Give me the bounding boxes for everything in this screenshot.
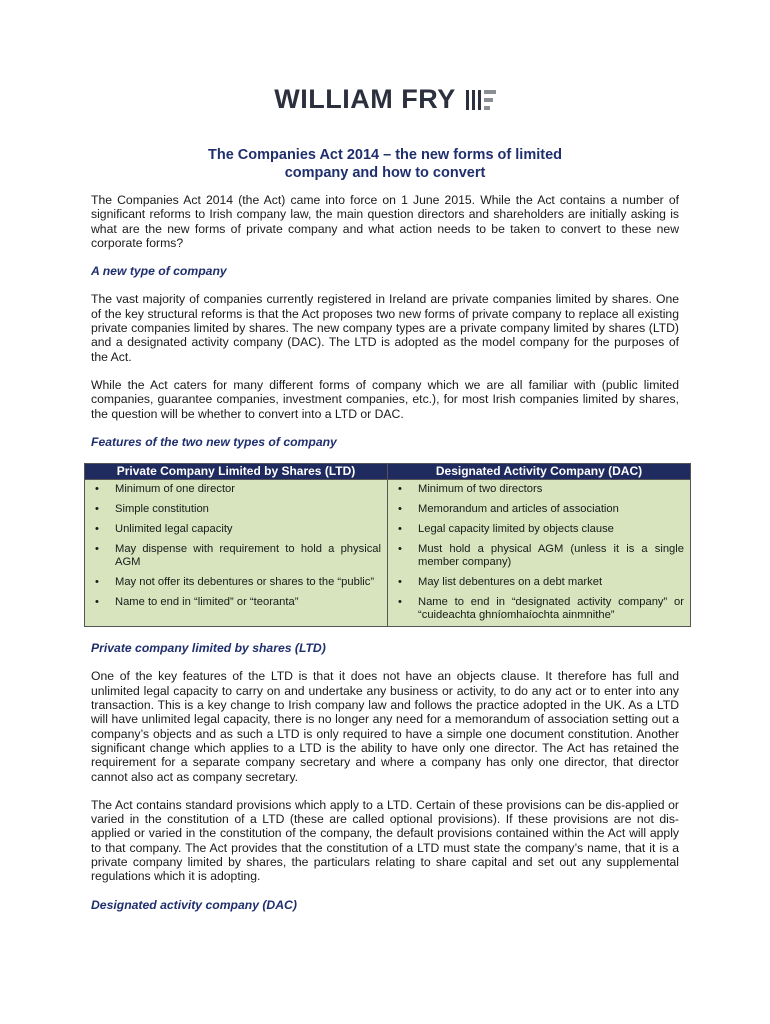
dac-feature-item: • Minimum of two directors	[388, 480, 690, 500]
ltd-feature-item: • May not offer its debentures or shares to the “public”	[85, 573, 387, 593]
ltd-feature-item: • Unlimited legal capacity	[85, 520, 387, 540]
dac-feature-item: • Name to end in “designated activity company” or “cuideachta ghníomhaíochta ainmnithe”	[388, 593, 690, 626]
section-heading-features: Features of the two new types of company	[91, 434, 337, 449]
title-line-1: The Companies Act 2014 – the new forms of limited	[208, 147, 562, 163]
dac-feature-item: • Memorandum and articles of association	[388, 500, 690, 520]
dac-features-cell	[388, 480, 691, 627]
title-line-2: company and how to convert	[284, 165, 486, 181]
dac-feature-item: • Legal capacity limited by objects clause	[388, 520, 690, 540]
document-body	[91, 193, 684, 926]
section-heading-new-type: A new type of company	[91, 264, 227, 279]
ltd-paragraph-1: One of the key features of the LTD is that it does not have an objects clause. It therefore has full and unlimited legal capacity to carry on and undertake any business or activity, to do any act or to enter into any transaction. This is a key change to Irish company law and follows the practice adopted in the UK. As a LTD will have unlimited legal capacity, there is no longer any need for a memorandum of association setting out a company’s objects and as such a LTD is only required to have a simple one document constitution. Another significant change which applies to a LTD is the ability to have only one director. The Act has retained the requirement for a separate company secretary and where a company has only one director, that director cannot also act as company secretary.	[91, 669, 679, 784]
features-table	[84, 463, 691, 627]
ltd-feature-item: • Simple constitution	[85, 500, 387, 520]
ltd-paragraph-2: The Act contains standard provisions which apply to a LTD. Certain of these provisions can be dis-applied or varied in the constitution of a LTD (these are called optional provisions). If these provisions are not dis-applied or varied in the constitution of the company, the default provisions contained within the Act will apply to that company. The Act provides that the constitution of a LTD must state the company’s name, that it is a private company limited by shares, the particulars relating to share capital and set out any supplemental regulations which it is adopting.	[91, 797, 679, 884]
intro-paragraph: The Companies Act 2014 (the Act) came into force on 1 June 2015. While the Act contains a number of significant reforms to Irish company law, the main question directors and shareholders are initially asking is what are the new forms of private company and what action needs to be taken to convert to these new corporate forms?	[91, 193, 679, 250]
logo-mark-icon	[466, 90, 496, 110]
section-heading-dac: Designated activity company (DAC)	[91, 897, 297, 912]
ltd-feature-item: • Name to end in “limited” or “teoranta”	[85, 593, 387, 613]
dac-column-header: Designated Activity Company (DAC)	[388, 464, 691, 480]
section-heading-ltd: Private company limited by shares (LTD)	[91, 641, 326, 656]
ltd-feature-item: • May dispense with requirement to hold a physical AGM	[85, 540, 387, 573]
ltd-features-cell	[85, 480, 388, 627]
ltd-column-header: Private Company Limited by Shares (LTD)	[85, 464, 388, 480]
dac-feature-item: • May list debentures on a debt market	[388, 573, 690, 593]
new-type-paragraph-1: The vast majority of companies currently registered in Ireland are private companies limited by shares. One of the key structural reforms is that the Act proposes two new forms of private company to replace all existing private companies limited by shares. The new company types are a private company limited by shares (LTD) and a designated activity company (DAC). The LTD is adopted as the model company for the purposes of the Act.	[91, 292, 679, 364]
new-type-paragraph-2: While the Act caters for many different forms of company which we are all familiar with (public limited companies, guarantee companies, investment companies, etc.), for most Irish companies limited by shares, the question will be whether to convert into a LTD or DAC.	[91, 377, 679, 421]
page-title	[0, 146, 770, 182]
ltd-feature-item: • Minimum of one director	[85, 480, 387, 500]
dac-feature-item: • Must hold a physical AGM (unless it is a single member company)	[388, 540, 690, 573]
logo-text: WILLIAM FRY	[274, 84, 456, 114]
company-logo	[0, 84, 770, 115]
